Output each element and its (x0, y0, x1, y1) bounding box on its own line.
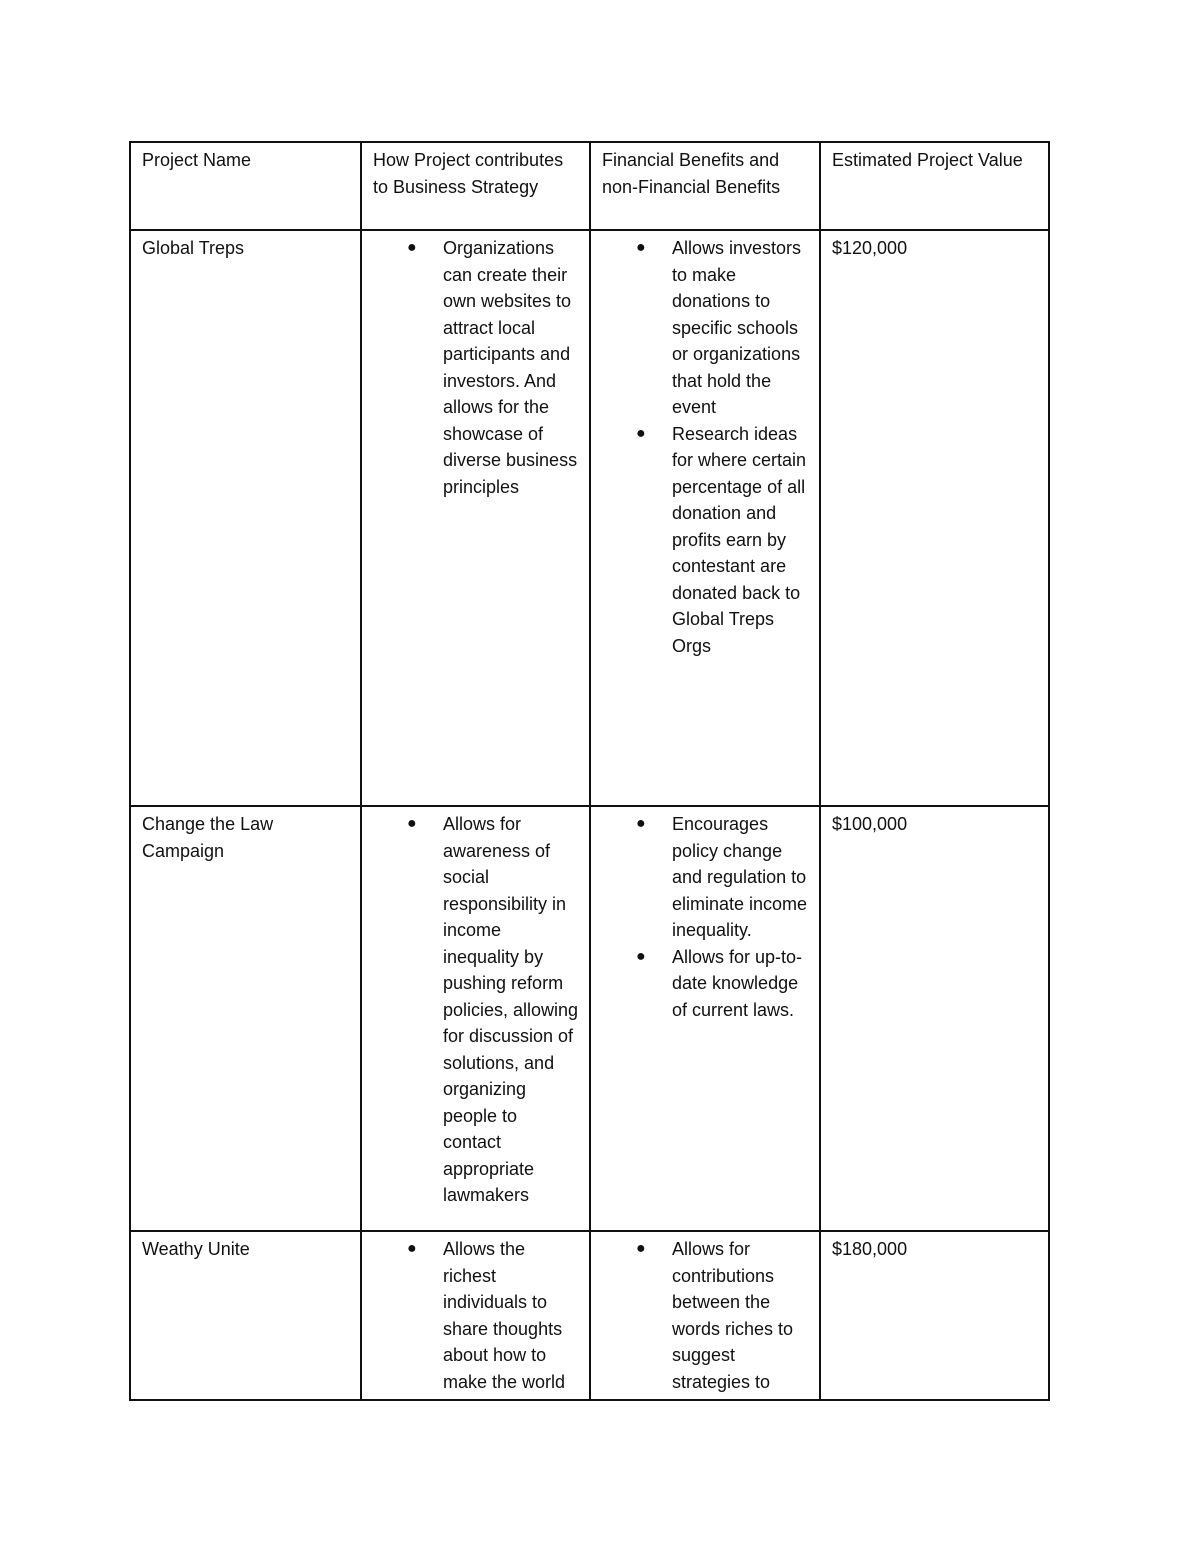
benefits-cell (590, 1231, 820, 1400)
bullet-list (373, 1236, 579, 1395)
bullet-text: Encourages policy change and regulation to eliminate income inequality. (672, 814, 808, 940)
bullet-list (602, 1236, 809, 1395)
header-value: Estimated Project Value (820, 142, 1049, 230)
bullet-text: Allows for up-to-date knowledge of current laws. (672, 946, 803, 1020)
bullet-icon: ● (636, 424, 646, 442)
table-row (130, 230, 1049, 806)
list-item (407, 811, 579, 1209)
table-row (130, 1231, 1049, 1400)
project-name-cell: Global Treps (130, 230, 361, 806)
project-table (129, 141, 1050, 1401)
bullet-list (602, 235, 809, 659)
list-item (407, 235, 579, 500)
bullet-text: Allows for awareness of social responsibility in income inequality by pushing reform policies, allowing for discussion of solutions, and organizing people to contact appropriate lawmakers (443, 814, 579, 1205)
list-item (636, 421, 809, 660)
bullet-text: Organizations can create their own websites to attract local participants and investors. And allows for the showcase of diverse business principles (443, 238, 578, 497)
benefits-cell (590, 806, 820, 1231)
bullet-list (373, 811, 579, 1209)
bullet-text: Allows the richest individuals to share thoughts about how to make the world (443, 1239, 566, 1392)
bullet-icon: ● (636, 947, 646, 965)
bullet-list (373, 235, 579, 500)
bullet-icon: ● (407, 815, 417, 832)
list-item (636, 1236, 809, 1395)
bullet-icon: ● (407, 1240, 417, 1257)
list-item (636, 235, 809, 421)
list-item (636, 811, 809, 944)
table-row (130, 806, 1049, 1231)
value-cell: $100,000 (820, 806, 1049, 1231)
list-item (407, 1236, 579, 1395)
contribution-cell (361, 1231, 590, 1400)
value-cell: $120,000 (820, 230, 1049, 806)
list-item (636, 944, 809, 1024)
bullet-icon: ● (636, 815, 646, 832)
benefits-cell (590, 230, 820, 806)
bullet-icon: ● (636, 1240, 646, 1257)
value-cell: $180,000 (820, 1231, 1049, 1400)
contribution-cell (361, 230, 590, 806)
header-benefits: Financial Benefits and non-Financial Benefits (590, 142, 820, 230)
project-name-cell: Change the Law Campaign (130, 806, 361, 1231)
bullet-icon: ● (407, 239, 417, 256)
bullet-icon: ● (636, 239, 646, 256)
project-name-cell: Weathy Unite (130, 1231, 361, 1400)
bullet-text: Research ideas for where certain percentage of all donation and profits earn by contestant are donated back to Global Treps Orgs (672, 423, 807, 656)
contribution-cell (361, 806, 590, 1231)
bullet-text: Allows for contributions between the words riches to suggest strategies to (672, 1239, 794, 1392)
bullet-list (602, 811, 809, 1023)
header-contribution: How Project contributes to Business Strategy (361, 142, 590, 230)
table-header-row (130, 142, 1049, 230)
bullet-text: Allows investors to make donations to specific schools or organizations that hold the event (672, 238, 802, 417)
header-project-name: Project Name (130, 142, 361, 230)
